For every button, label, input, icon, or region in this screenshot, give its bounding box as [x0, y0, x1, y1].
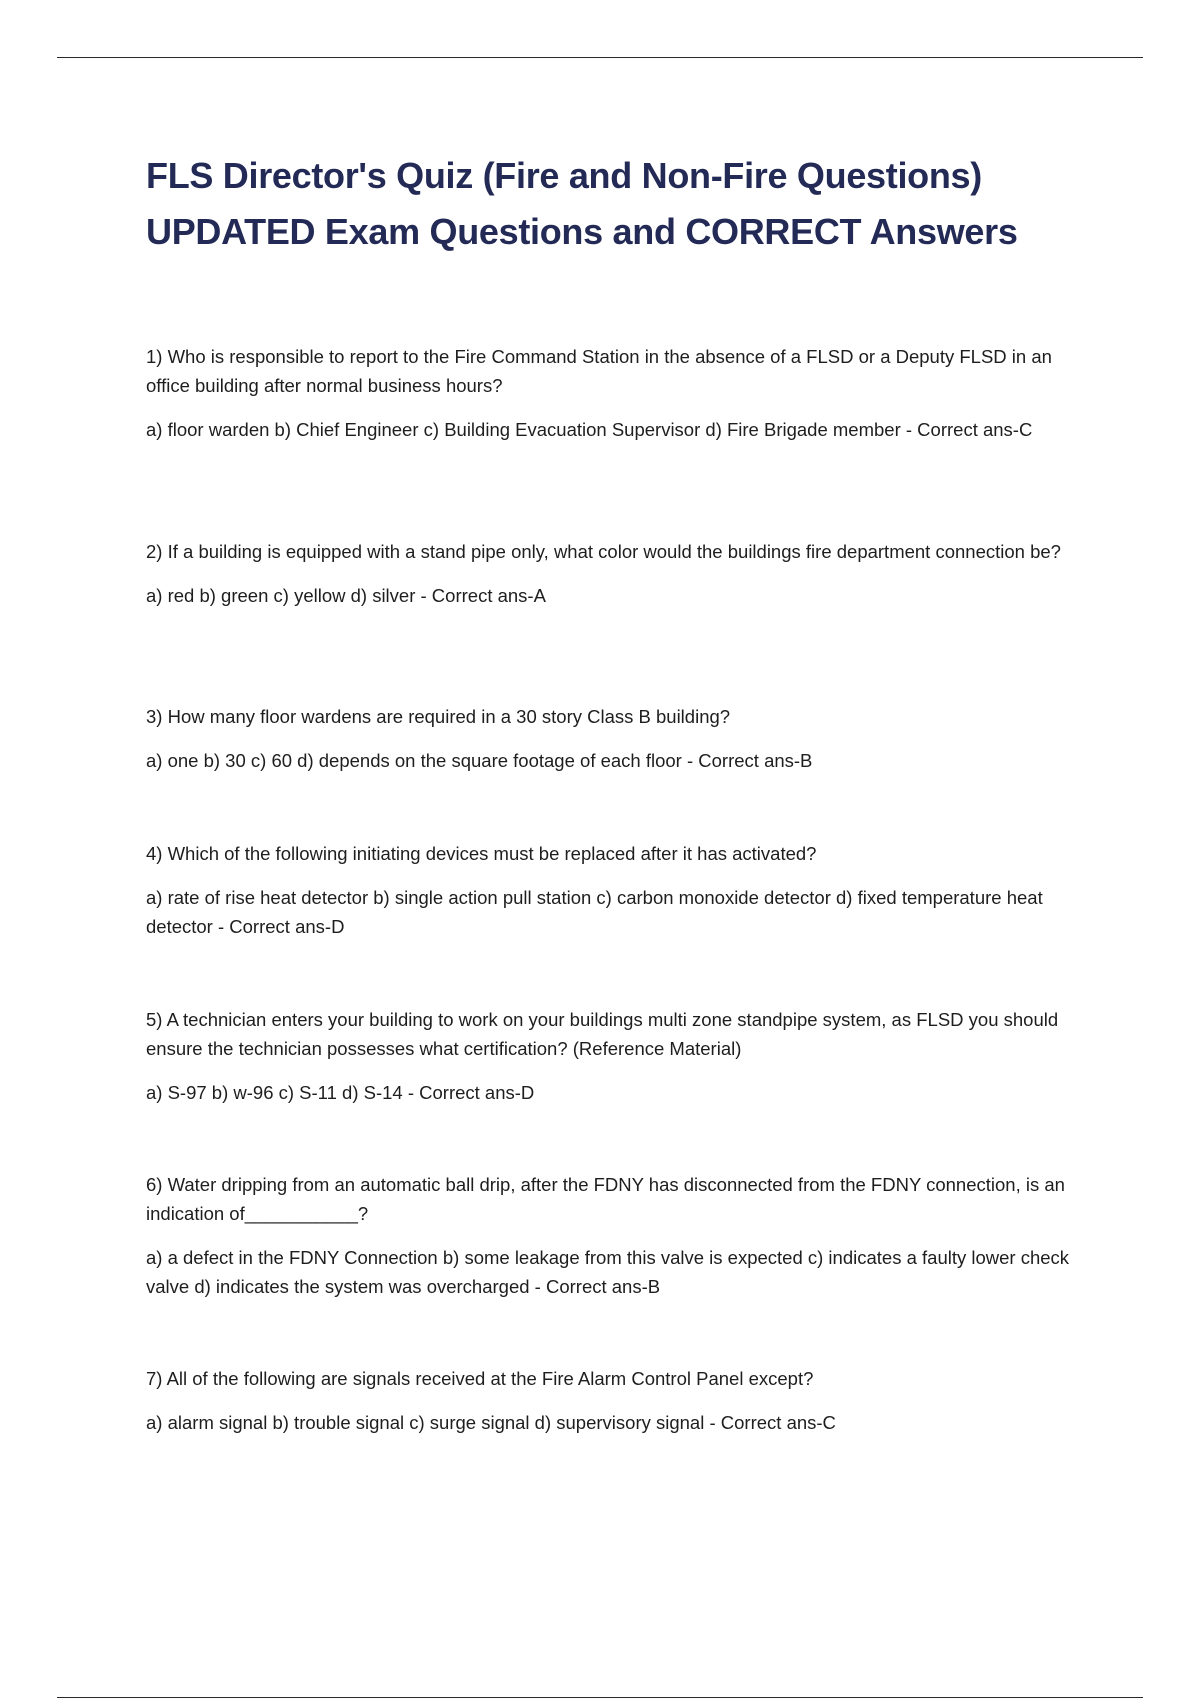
answer-text: a) a defect in the FDNY Connection b) some leakage from this valve is expected c) indicates a faulty lower check valve d) indicates the system was overcharged - Correct ans-B	[146, 1247, 1070, 1297]
question-block-3	[146, 702, 1096, 775]
bottom-divider	[57, 1697, 1143, 1698]
question-block-5	[146, 1005, 1096, 1107]
answer-text: a) alarm signal b) trouble signal c) surge signal d) supervisory signal - Correct ans-C	[146, 1412, 836, 1433]
question-text: 2) If a building is equipped with a stand pipe only, what color would the buildings fire department connection be?	[146, 541, 1061, 562]
answer-text: a) one b) 30 c) 60 d) depends on the square footage of each floor - Correct ans-B	[146, 750, 813, 771]
page-title	[146, 148, 1106, 260]
answer-text: a) red b) green c) yellow d) silver - Correct ans-A	[146, 585, 546, 606]
answer-text: a) floor warden b) Chief Engineer c) Building Evacuation Supervisor d) Fire Brigade member - Correct ans-C	[146, 419, 1033, 440]
question-block-6	[146, 1170, 1096, 1301]
question-block-7	[146, 1364, 1096, 1437]
question-block-4	[146, 839, 1096, 941]
answer-text: a) S-97 b) w-96 c) S-11 d) S-14 - Correct ans-D	[146, 1082, 535, 1103]
answer-text: a) rate of rise heat detector b) single action pull station c) carbon monoxide detector d) fixed temperature heat detector - Correct ans-D	[146, 887, 1043, 937]
title-line-1: FLS Director's Quiz (Fire and Non-Fire Questions)	[146, 155, 982, 196]
question-text: 6) Water dripping from an automatic ball drip, after the FDNY has disconnected from the FDNY connection, is an indication of___________?	[146, 1174, 1065, 1224]
title-line-2: UPDATED Exam Questions and CORRECT Answers	[146, 211, 1018, 252]
question-text: 1) Who is responsible to report to the Fire Command Station in the absence of a FLSD or a Deputy FLSD in an office building after normal business hours?	[146, 346, 1052, 396]
question-text: 5) A technician enters your building to work on your buildings multi zone standpipe system, as FLSD you should ensure the technician possesses what certification? (Reference Material)	[146, 1009, 1059, 1059]
question-block-2	[146, 537, 1096, 610]
top-divider	[57, 57, 1143, 58]
question-text: 3) How many floor wardens are required in a 30 story Class B building?	[146, 706, 731, 727]
question-block-1	[146, 342, 1096, 444]
question-text: 7) All of the following are signals received at the Fire Alarm Control Panel except?	[146, 1368, 814, 1389]
question-text: 4) Which of the following initiating devices must be replaced after it has activated?	[146, 843, 817, 864]
